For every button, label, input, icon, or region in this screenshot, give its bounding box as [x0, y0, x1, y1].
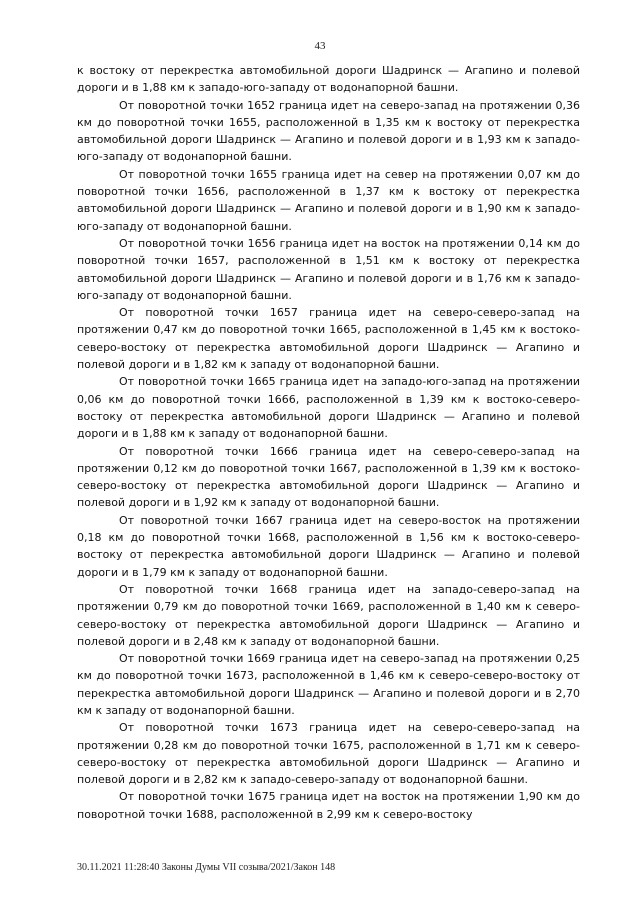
paragraph: От поворотной точки 1655 граница идет на север на протяжении 0,07 км до поворотной точки 1656, расположенной в 1,37 км к востоку от перекрестка автомобильной дороги Шадринск — Агапино и полевой дороги и в 1,90 км к западо-юго-западу от водонапорной башни. [77, 167, 580, 233]
paragraph: От поворотной точки 1656 граница идет на восток на протяжении 0,14 км до поворотной точки 1657, расположенной в 1,51 км к востоку от перекрестка автомобильной дороги Шадринск — Агапино и полевой дороги и в 1,76 км к западо-юго-западу от водонапорной башни. [77, 236, 580, 302]
paragraph: От поворотной точки 1657 граница идет на северо-северо-запад на протяжении 0,47 км до поворотной точки 1665, расположенной в 1,45 км к востоко-северо-востоку от перекрестка автомобильной дороги Шадринск — Агапино и полевой дороги и в 1,82 км к западу от водонапорной башни. [77, 306, 580, 372]
paragraph: От поворотной точки 1668 граница идет на западо-северо-запад на протяжении 0,79 км до поворотной точки 1669, расположенной в 1,40 км к северо-северо-востоку от перекрестка автомобильной дороги Шадринск — Агапино и полевой дороги и в 2,48 км к западу от водонапорной башни. [77, 582, 580, 648]
paragraph: От поворотной точки 1667 граница идет на северо-восток на протяжении 0,18 км до поворотной точки 1668, расположенной в 1,56 км к востоко-северо-востоку от перекрестка автомобильной дороги Шадринск — Агапино и полевой дороги и в 1,79 км к западу от водонапорной башни. [77, 513, 580, 579]
paragraph: От поворотной точки 1666 граница идет на северо-северо-запад на протяжении 0,12 км до поворотной точки 1667, расположенной в 1,39 км к востоко-северо-востоку от перекрестка автомобильной дороги Шадринск — Агапино и полевой дороги и в 1,92 км к западу от водонапорной башни. [77, 444, 580, 510]
document-body [77, 62, 580, 823]
document-footer: 30.11.2021 11:28:40 Законы Думы VII созыва/2021/Закон 148 [77, 862, 336, 873]
paragraph: От поворотной точки 1675 граница идет на восток на протяжении 1,90 км до поворотной точки 1688, расположенной в 2,99 км к северо-востоку [77, 790, 580, 821]
paragraph: От поворотной точки 1652 граница идет на северо-запад на протяжении 0,36 км до поворотной точки 1655, расположенной в 1,35 км к востоку от перекрестка автомобильной дороги Шадринск — Агапино и полевой дороги и в 1,93 км к западо-юго-западу от водонапорной башни. [77, 98, 580, 164]
paragraph: От поворотной точки 1669 граница идет на северо-запад на протяжении 0,25 км до поворотной точки 1673, расположенной в 1,46 км к северо-северо-востоку от перекрестка автомобильной дороги Шадринск — Агапино и полевой дороги и в 2,70 км к западу от водонапорной башни. [77, 652, 580, 717]
paragraph-continued: к востоку от перекрестка автомобильной дороги Шадринск — Агапино и полевой дороги и в 1,88 км к западо-юго-западу от водонапорной башни. [77, 64, 580, 95]
paragraph: От поворотной точки 1665 граница идет на западо-юго-запад на протяжении 0,06 км до поворотной точки 1666, расположенной в 1,39 км к востоко-северо-востоку от перекрестка автомобильной дороги Шадринск — Агапино и полевой дороги и в 1,88 км к западу от водонапорной башни. [77, 375, 580, 441]
paragraph: От поворотной точки 1673 граница идет на северо-северо-запад на протяжении 0,28 км до поворотной точки 1675, расположенной в 1,71 км к северо-северо-востоку от перекрестка автомобильной дороги Шадринск — Агапино и полевой дороги и в 2,82 км к западо-северо-западу от водонапорной башни. [77, 721, 580, 787]
page-number: 43 [314, 40, 326, 52]
